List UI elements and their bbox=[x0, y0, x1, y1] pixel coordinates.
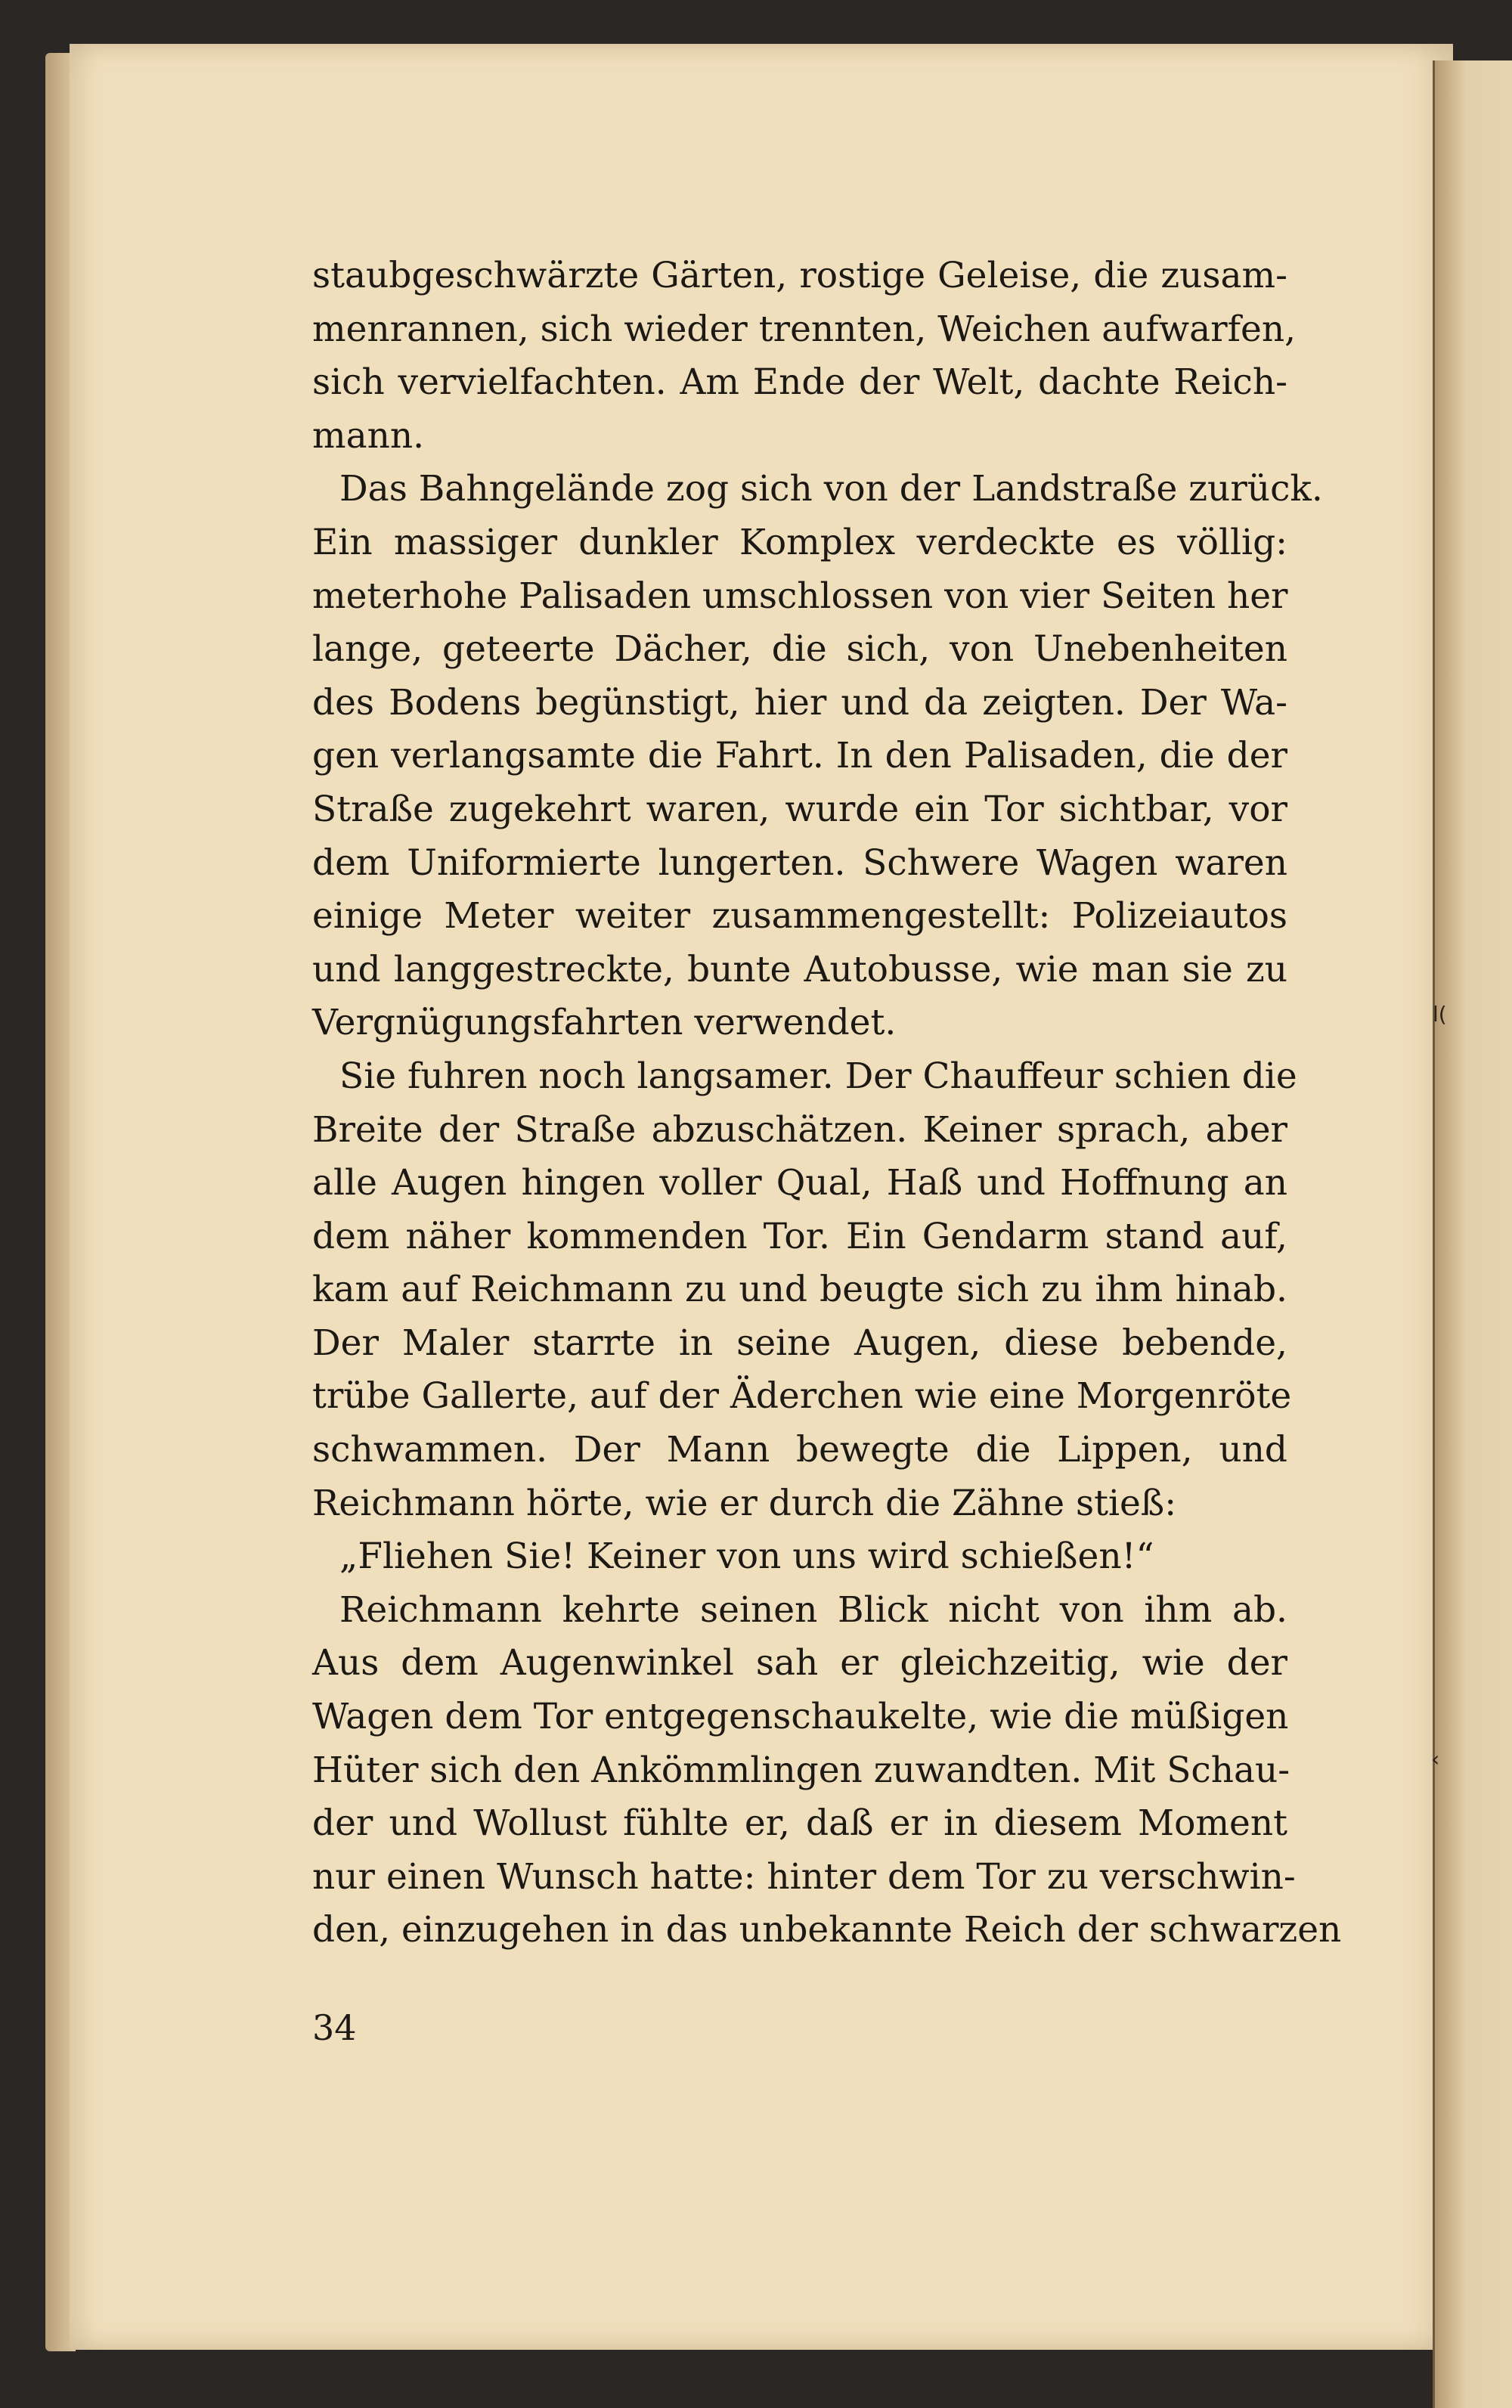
text-line: kam auf Reichmann zu und beugte sich zu ihm hinab. bbox=[312, 1269, 1287, 1311]
text-line: Reichmann kehrte seinen Blick nicht von ihm ab. bbox=[339, 1588, 1287, 1631]
text-line: menrannen, sich wieder trennten, Weichen aufwarfen, bbox=[312, 308, 1297, 350]
text-line: Straße zugekehrt waren, wurde ein Tor sichtbar, vor bbox=[312, 788, 1287, 830]
text-line: Breite der Straße abzuschätzen. Keiner sprach, aber bbox=[312, 1108, 1287, 1151]
text-line: dem näher kommenden Tor. Ein Gendarm stand auf, bbox=[312, 1215, 1287, 1257]
text-line: Ein massiger dunkler Komplex verdeckte es völlig: bbox=[312, 521, 1287, 563]
text-line: Der Maler starrte in seine Augen, diese bebende, bbox=[312, 1322, 1287, 1364]
text-line: alle Augen hingen voller Qual, Haß und Hoffnung an bbox=[312, 1162, 1287, 1204]
page-number: 34 bbox=[312, 2007, 357, 2048]
text-line: trübe Gallerte, auf der Äderchen wie eine Morgenröte bbox=[312, 1375, 1292, 1418]
text-line: des Bodens begünstigt, hier und da zeigten. Der Wa- bbox=[312, 681, 1287, 724]
text-line: Wagen dem Tor entgegenschaukelte, wie die müßigen bbox=[312, 1696, 1289, 1738]
text-line: den, einzugehen in das unbekannte Reich der schwarzen bbox=[312, 1909, 1342, 1951]
text-line: Vergnügungsfahrten verwendet. bbox=[312, 1002, 897, 1044]
text-line: sich vervielfachten. Am Ende der Welt, dachte Reich- bbox=[312, 361, 1287, 404]
text-line: einige Meter weiter zusammengestellt: Polizeiautos bbox=[312, 895, 1287, 937]
text-line: staubgeschwärzte Gärten, rostige Geleise, die zusam- bbox=[312, 255, 1287, 296]
text-line: der und Wollust fühlte er, daß er in diesem Moment bbox=[312, 1802, 1287, 1845]
text-line: meterhohe Palisaden umschlossen von vier Seiten her bbox=[312, 575, 1288, 617]
text-line: Hüter sich den Ankömmlingen zuwandten. Mit Schau- bbox=[312, 1749, 1290, 1791]
text-line: gen verlangsamte die Fahrt. In den Palisaden, die der bbox=[312, 735, 1287, 777]
body-text bbox=[312, 249, 1342, 1957]
text-line: dem Uniformierte lungerten. Schwere Wagen waren bbox=[312, 841, 1287, 884]
adjacent-page-edge bbox=[1433, 60, 1512, 2408]
text-line: schwammen. Der Mann bewegte die Lippen, und bbox=[312, 1429, 1287, 1471]
text-line: lange, geteerte Dächer, die sich, von Unebenheiten bbox=[312, 628, 1287, 671]
edge-mark: ‹ bbox=[1431, 1746, 1440, 1771]
edge-mark: l( bbox=[1433, 1002, 1447, 1027]
text-line: nur einen Wunsch hatte: hinter dem Tor zu verschwin- bbox=[312, 1855, 1296, 1898]
text-line: Reichmann hörte, wie er durch die Zähne stieß: bbox=[312, 1482, 1177, 1524]
text-line: Sie fuhren noch langsamer. Der Chauffeur schien die bbox=[339, 1055, 1297, 1097]
text-line: und langgestreckte, bunte Autobusse, wie man sie zu bbox=[312, 948, 1287, 990]
text-line: mann. bbox=[312, 414, 425, 457]
text-line: Das Bahngelände zog sich von der Landstraße zurück. bbox=[339, 468, 1323, 510]
text-line: „Fliehen Sie! Keiner von uns wird schießen!“ bbox=[339, 1536, 1154, 1578]
text-line: Aus dem Augenwinkel sah er gleichzeitig, wie der bbox=[312, 1642, 1287, 1684]
